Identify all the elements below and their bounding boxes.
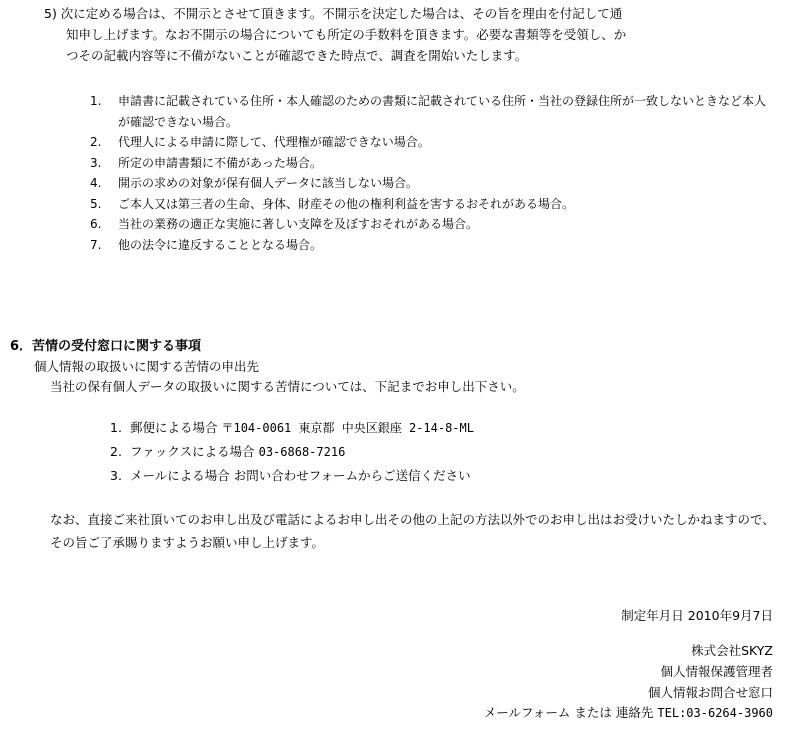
list-item [110, 416, 474, 440]
intro-line-1: 5) 次に定める場合は、不開示とさせて頂きます。不開示を決定した場合は、その旨を理由を付記して通 [44, 6, 623, 21]
contact-method-label: ファックスによる場合 [129, 444, 255, 459]
list-item [110, 440, 474, 464]
intro-line-3: つその記載内容等に不備がないことが確認できた時点で、調査を開始いたします。 [66, 48, 528, 63]
list-item [90, 91, 770, 132]
list-item [90, 235, 770, 256]
list-item-text: 代理人による申請に際して、代理権が確認できない場合。 [118, 135, 430, 149]
inquiry-window: 個人情報お問合せ窓口 [647, 685, 773, 700]
list-item-number: 3. [110, 468, 122, 483]
date-value: 2010年9月7日 [687, 608, 773, 623]
list-item-text: 所定の申請書類に不備があった場合。 [118, 155, 322, 170]
date-label: 制定年月日 [621, 608, 684, 623]
list-item-number: 1. [110, 420, 122, 435]
mail-form-label: メールフォーム [483, 705, 571, 720]
list-item-number: 7. [90, 237, 102, 252]
list-item-number: 5. [90, 196, 102, 211]
phone-number: TEL:03-6264-3960 [657, 706, 773, 720]
list-item [90, 132, 770, 153]
list-item-number: 4. [90, 176, 102, 190]
established-date [621, 606, 773, 624]
fax-number: 03-6868-7216 [258, 445, 346, 459]
intro-line-2: 知申し上げます。なお不開示の場合についても所定の手数料を頂きます。必要な書類等を受領し、か [66, 27, 627, 42]
list-item-number: 6. [90, 217, 102, 231]
list-item-number: 2. [90, 135, 102, 149]
complaint-description: 当社の保有個人データの取扱いに関する苦情については、下記までお申し出下さい。 [50, 379, 525, 394]
contact-label: 連絡先 [615, 705, 654, 720]
list-item-text: 当社の業務の適正な実施に著しい支障を及ぼすおそれがある場合。 [118, 217, 479, 231]
list-item-number: 2. [110, 444, 122, 459]
contact-method-label: 郵便による場合 [129, 420, 218, 435]
list-item-number: 1. [90, 94, 102, 108]
list-item [90, 153, 770, 174]
list-item-text: 開示の求めの対象が保有個人データに該当しない場合。 [118, 176, 419, 190]
complaint-contacts-list [110, 416, 474, 487]
list-item [90, 214, 770, 235]
section-heading: 6．苦情の受付窓口に関する事項 [10, 339, 202, 354]
postal-address: 〒104-0061 東京都 中央区銀座 2-14-8-ML [221, 421, 474, 435]
privacy-manager: 個人情報保護管理者 [660, 664, 773, 679]
non-disclosure-reasons-list [90, 91, 770, 255]
list-item-text: ご本人又は第三者の生命、身体、財産その他の権利利益を害するおそれがある場合。 [118, 196, 575, 211]
or-text: または [574, 705, 612, 720]
inquiry-form-text: お問い合わせフォームからご送信ください [233, 468, 471, 483]
company-name: 株式会社SKYZ [691, 643, 773, 658]
contact-method-label: メールによる場合 [129, 468, 230, 483]
list-item [90, 173, 770, 194]
contact-line [484, 703, 773, 721]
complaint-sub-label: 個人情報の取扱いに関する苦情の申出先 [34, 359, 260, 374]
non-disclosure-intro [44, 3, 774, 66]
list-item-text: 申請書に記載されている住所・本人確認のための書類に記載されている住所・当社の登録住所が一致しないときなど本人が確認できない場合。 [118, 94, 767, 129]
list-item [110, 464, 474, 487]
list-item-number: 3. [90, 155, 102, 170]
list-item [90, 194, 770, 215]
list-item-text: 他の法令に違反することとなる場合。 [118, 237, 323, 252]
complaint-note: なお、直接ご来社頂いてのお申し出及び電話によるお申し出その他の上記の方法以外でのお申し出はお受けいたしかねますので、その旨ご了承賜りますようお願い申し上げます。 [50, 512, 775, 550]
